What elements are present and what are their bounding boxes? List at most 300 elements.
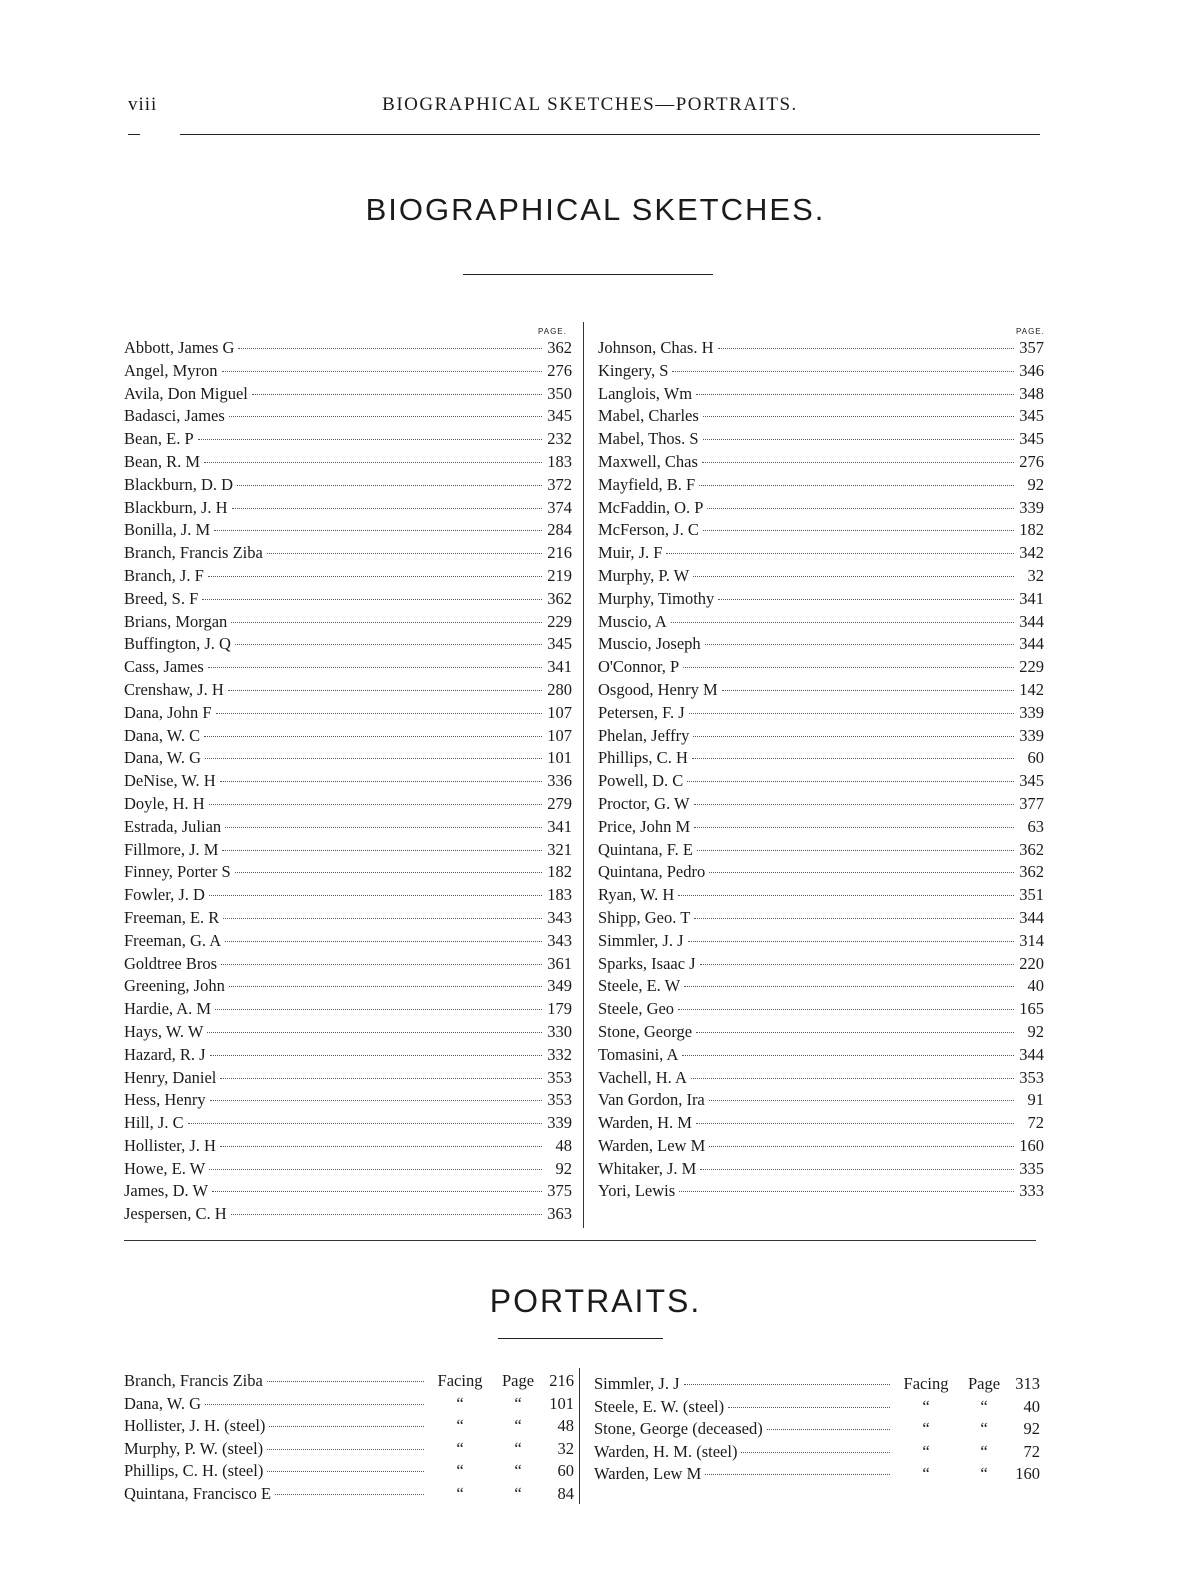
dot-leader — [689, 713, 1014, 714]
page-word-label: “ — [514, 1416, 522, 1436]
dot-leader — [209, 895, 542, 896]
dot-leader — [684, 1384, 890, 1385]
biographical-index-right-column — [598, 338, 1044, 1204]
index-entry — [598, 1136, 1044, 1159]
dot-leader — [696, 1032, 1014, 1033]
portrait-page: 72 — [1023, 1441, 1040, 1461]
index-entry — [598, 680, 1044, 703]
dot-leader — [202, 599, 542, 600]
entry-name: Finney, Porter S — [124, 862, 231, 882]
entry-page: 362 — [1019, 862, 1044, 882]
entry-name: Blackburn, D. D — [124, 474, 234, 494]
entry-page: 40 — [1027, 976, 1044, 996]
entry-name: Mabel, Charles — [598, 406, 699, 426]
entry-page: 183 — [547, 451, 572, 471]
entry-name: Steele, Geo — [598, 999, 675, 1019]
portrait-entry — [124, 1371, 574, 1394]
dot-leader — [269, 1426, 424, 1427]
entry-name: Hays, W. W — [124, 1021, 204, 1041]
page-word-label: “ — [980, 1441, 988, 1461]
portrait-page: 313 — [1015, 1374, 1040, 1393]
index-entry — [124, 612, 572, 635]
entry-page: 353 — [1019, 1067, 1044, 1087]
dot-leader — [682, 1055, 1014, 1056]
biographical-sketches-title: BIOGRAPHICAL SKETCHES. — [365, 192, 826, 227]
dot-leader — [718, 599, 1014, 600]
index-entry — [124, 862, 572, 885]
index-entry — [598, 634, 1044, 657]
dot-leader — [707, 508, 1014, 509]
index-entry — [124, 885, 572, 908]
index-entry — [598, 954, 1044, 977]
entry-page: 321 — [547, 839, 572, 859]
dot-leader — [267, 1381, 424, 1382]
index-entry — [124, 1113, 572, 1136]
page-word-label: “ — [514, 1483, 522, 1503]
entry-page: 362 — [547, 588, 572, 608]
entry-name: James, D. W — [124, 1181, 209, 1201]
entry-name: Muscio, Joseph — [598, 634, 701, 654]
dot-leader — [210, 1100, 542, 1101]
entry-page: 353 — [547, 1067, 572, 1087]
entry-name: Proctor, G. W — [598, 793, 690, 813]
entry-name: Van Gordon, Ira — [598, 1090, 705, 1110]
index-entry — [124, 748, 572, 771]
portrait-page: 84 — [557, 1483, 574, 1503]
index-entry — [124, 1204, 572, 1227]
dot-leader — [699, 485, 1014, 486]
entry-name: O'Connor, P — [598, 657, 680, 677]
dot-leader — [231, 1214, 542, 1215]
dot-leader — [691, 1078, 1014, 1079]
dot-leader — [683, 667, 1014, 668]
entry-name: Avila, Don Miguel — [124, 383, 248, 403]
portrait-page: 92 — [1023, 1419, 1040, 1439]
entry-page: 362 — [547, 338, 572, 357]
dot-leader — [205, 758, 542, 759]
dot-leader — [188, 1123, 542, 1124]
dot-leader — [671, 622, 1014, 623]
dot-leader — [209, 804, 542, 805]
entry-name: Langlois, Wm — [598, 383, 693, 403]
entry-name: Hill, J. C — [124, 1113, 184, 1133]
dot-leader — [208, 667, 542, 668]
portraits-title: PORTRAITS. — [489, 1283, 702, 1319]
portrait-name: Phillips, C. H. (steel) — [124, 1461, 264, 1481]
entry-name: Branch, Francis Ziba — [124, 543, 263, 563]
entry-page: 107 — [547, 702, 572, 722]
entry-page: 345 — [1019, 771, 1044, 791]
entry-page: 342 — [1019, 543, 1044, 563]
entry-name: Dana, W. C — [124, 725, 201, 745]
dot-leader — [209, 1169, 542, 1170]
index-entry — [598, 726, 1044, 749]
facing-label: “ — [456, 1483, 464, 1503]
entry-name: Brians, Morgan — [124, 611, 228, 631]
entry-name: Maxwell, Chas — [598, 451, 698, 471]
index-entry — [598, 612, 1044, 635]
index-entry — [124, 726, 572, 749]
portrait-entry — [594, 1374, 1040, 1397]
index-entry — [124, 384, 572, 407]
entry-page: 350 — [547, 383, 572, 403]
entry-page: 142 — [1019, 679, 1044, 699]
index-entry — [124, 475, 572, 498]
page-column-label-right: PAGE. — [1016, 327, 1045, 336]
dot-leader — [678, 895, 1014, 896]
index-entry — [124, 361, 572, 384]
portrait-entry — [124, 1461, 574, 1484]
entry-page: 160 — [1019, 1135, 1044, 1155]
dot-leader — [220, 1146, 542, 1147]
entry-page: 374 — [547, 497, 572, 517]
page-word-label: “ — [514, 1438, 522, 1458]
dot-leader — [709, 872, 1014, 873]
dot-leader — [222, 850, 542, 851]
dot-leader — [214, 530, 542, 531]
dot-leader — [225, 941, 542, 942]
dot-leader — [231, 622, 542, 623]
dot-leader — [275, 1494, 424, 1495]
entry-page: 182 — [1019, 520, 1044, 540]
index-entry — [598, 885, 1044, 908]
dot-leader — [697, 850, 1014, 851]
entry-name: Dana, John F — [124, 702, 212, 722]
index-entry — [598, 976, 1044, 999]
entry-page: 219 — [547, 565, 572, 585]
index-entry — [124, 840, 572, 863]
dot-leader — [208, 576, 542, 577]
entry-page: 349 — [547, 976, 572, 996]
index-entry — [598, 862, 1044, 885]
biographical-index-left-column — [124, 338, 572, 1227]
dot-leader — [210, 1055, 542, 1056]
portrait-name: Quintana, Francisco E — [124, 1483, 272, 1503]
index-entry — [598, 1045, 1044, 1068]
index-entry — [124, 543, 572, 566]
entry-name: Henry, Daniel — [124, 1067, 217, 1087]
entry-name: Bean, R. M — [124, 451, 201, 471]
entry-name: Doyle, H. H — [124, 793, 205, 813]
entry-page: 32 — [1027, 565, 1044, 585]
index-entry — [124, 931, 572, 954]
entry-page: 346 — [1019, 360, 1044, 380]
header-rule — [128, 134, 1040, 135]
dot-leader — [666, 553, 1014, 554]
dot-leader — [225, 827, 542, 828]
entry-name: Hazard, R. J — [124, 1044, 206, 1064]
portrait-page: 101 — [549, 1393, 574, 1413]
index-entry — [124, 1022, 572, 1045]
entry-page: 344 — [1019, 907, 1044, 927]
dot-leader — [693, 736, 1014, 737]
portrait-page: 216 — [549, 1371, 574, 1390]
entry-name: Petersen, F. J — [598, 702, 685, 722]
dot-leader — [709, 1100, 1014, 1101]
dot-leader — [235, 872, 542, 873]
portrait-page: 40 — [1023, 1396, 1040, 1416]
entry-page: 179 — [547, 999, 572, 1019]
biographical-title-rule — [463, 274, 713, 275]
entry-name: Dana, W. G — [124, 748, 201, 768]
dot-leader — [220, 781, 542, 782]
entry-name: Tomasini, A — [598, 1044, 679, 1064]
portrait-name: Steele, E. W. (steel) — [594, 1396, 725, 1416]
entry-page: 232 — [547, 429, 572, 449]
facing-label: “ — [456, 1461, 464, 1481]
facing-label: “ — [456, 1393, 464, 1413]
dot-leader — [696, 1123, 1014, 1124]
entry-name: Warden, H. M — [598, 1113, 692, 1133]
entry-name: Muscio, A — [598, 611, 667, 631]
entry-page: 48 — [555, 1135, 572, 1155]
entry-name: Goldtree Bros — [124, 953, 218, 973]
entry-name: Vachell, H. A — [598, 1067, 687, 1087]
entry-name: Kingery, S — [598, 360, 669, 380]
entry-page: 276 — [547, 360, 572, 380]
index-entry — [124, 520, 572, 543]
entry-name: Mabel, Thos. S — [598, 429, 699, 449]
entry-page: 229 — [1019, 657, 1044, 677]
dot-leader — [705, 644, 1014, 645]
entry-page: 361 — [547, 953, 572, 973]
entry-name: Hardie, A. M — [124, 999, 212, 1019]
entry-page: 375 — [547, 1181, 572, 1201]
index-entry — [124, 634, 572, 657]
page-column-label-left: PAGE. — [538, 327, 567, 336]
facing-label: “ — [922, 1419, 930, 1439]
portrait-name: Stone, George (deceased) — [594, 1419, 763, 1439]
entry-name: Angel, Myron — [124, 360, 218, 380]
entry-name: Quintana, F. E — [598, 839, 693, 859]
entry-name: Breed, S. F — [124, 588, 199, 608]
portrait-page: 32 — [557, 1438, 574, 1458]
index-entry — [598, 794, 1044, 817]
entry-name: Buffington, J. Q — [124, 634, 231, 654]
dot-leader — [700, 964, 1014, 965]
entry-page: 92 — [555, 1158, 572, 1178]
entry-page: 339 — [547, 1113, 572, 1133]
index-entry — [598, 520, 1044, 543]
entry-page: 335 — [1019, 1158, 1044, 1178]
entry-page: 280 — [547, 679, 572, 699]
dot-leader — [267, 1449, 424, 1450]
index-entry — [598, 931, 1044, 954]
dot-leader — [688, 941, 1014, 942]
entry-page: 107 — [547, 725, 572, 745]
entry-name: Cass, James — [124, 657, 204, 677]
portrait-entry — [594, 1442, 1040, 1465]
entry-page: 341 — [1019, 588, 1044, 608]
entry-name: Steele, E. W — [598, 976, 681, 996]
index-entry — [124, 1159, 572, 1182]
index-entry — [598, 703, 1044, 726]
header-rule-gap — [140, 132, 180, 137]
entry-page: 343 — [547, 907, 572, 927]
dot-leader — [703, 530, 1014, 531]
entry-page: 345 — [547, 406, 572, 426]
portrait-entry — [594, 1419, 1040, 1442]
entry-page: 377 — [1019, 793, 1044, 813]
index-entry — [124, 566, 572, 589]
entry-page: 363 — [547, 1204, 572, 1224]
dot-leader — [237, 485, 542, 486]
section-divider-rule — [124, 1240, 1036, 1241]
page-word-label: “ — [980, 1419, 988, 1439]
entry-name: Shipp, Geo. T — [598, 907, 691, 927]
dot-leader — [229, 416, 542, 417]
index-entry — [124, 498, 572, 521]
index-entry — [124, 338, 572, 361]
entry-name: Blackburn, J. H — [124, 497, 228, 517]
entry-name: McFerson, J. C — [598, 520, 699, 540]
index-entry — [124, 1090, 572, 1113]
entry-name: Powell, D. C — [598, 771, 684, 791]
entry-page: 336 — [547, 771, 572, 791]
portrait-entry — [594, 1397, 1040, 1420]
index-entry — [124, 1181, 572, 1204]
dot-leader — [694, 804, 1014, 805]
index-entry — [598, 840, 1044, 863]
index-entry — [598, 475, 1044, 498]
page-word-label: “ — [514, 1461, 522, 1481]
dot-leader — [228, 690, 542, 691]
index-entry — [598, 1159, 1044, 1182]
index-entry — [124, 771, 572, 794]
portrait-entry — [124, 1416, 574, 1439]
portrait-page: 60 — [557, 1461, 574, 1481]
entry-page: 345 — [1019, 406, 1044, 426]
portrait-name: Hollister, J. H. (steel) — [124, 1416, 266, 1436]
entry-page: 330 — [547, 1021, 572, 1041]
dot-leader — [267, 1471, 424, 1472]
entry-page: 339 — [1019, 497, 1044, 517]
entry-page: 357 — [1019, 338, 1044, 357]
entry-name: Yori, Lewis — [598, 1181, 676, 1201]
entry-page: 339 — [1019, 702, 1044, 722]
index-entry — [598, 429, 1044, 452]
dot-leader — [229, 986, 542, 987]
index-entry — [124, 817, 572, 840]
portrait-entry — [124, 1439, 574, 1462]
entry-name: Phelan, Jeffry — [598, 725, 690, 745]
entry-name: Greening, John — [124, 976, 225, 996]
entry-name: Murphy, Timothy — [598, 588, 715, 608]
index-entry — [598, 452, 1044, 475]
dot-leader — [741, 1452, 890, 1453]
portraits-right-column — [594, 1374, 1040, 1487]
running-title: BIOGRAPHICAL SKETCHES—PORTRAITS. — [382, 94, 798, 115]
index-entry — [124, 680, 572, 703]
dot-leader — [767, 1429, 890, 1430]
entry-name: Stone, George — [598, 1021, 693, 1041]
dot-leader — [687, 781, 1014, 782]
entry-name: Freeman, G. A — [124, 930, 222, 950]
dot-leader — [252, 394, 542, 395]
portrait-name: Murphy, P. W. (steel) — [124, 1438, 264, 1458]
entry-name: Freeman, E. R — [124, 907, 220, 927]
entry-page: 63 — [1027, 816, 1044, 836]
entry-name: DeNise, W. H — [124, 771, 216, 791]
dot-leader — [728, 1407, 890, 1408]
dot-leader — [694, 918, 1014, 919]
facing-label: “ — [456, 1416, 464, 1436]
entry-page: 348 — [1019, 383, 1044, 403]
entry-page: 341 — [547, 657, 572, 677]
entry-name: Murphy, P. W — [598, 565, 690, 585]
index-entry — [598, 498, 1044, 521]
facing-label: “ — [922, 1396, 930, 1416]
portrait-page: 160 — [1015, 1464, 1040, 1484]
entry-name: Bonilla, J. M — [124, 520, 211, 540]
page-word-label: Page — [501, 1371, 535, 1390]
dot-leader — [204, 736, 542, 737]
dot-leader — [700, 1169, 1014, 1170]
entry-name: Ryan, W. H — [598, 885, 675, 905]
entry-page: 92 — [1027, 1021, 1044, 1041]
portrait-entry — [124, 1484, 574, 1507]
entry-page: 362 — [1019, 839, 1044, 859]
dot-leader — [684, 986, 1014, 987]
dot-leader — [207, 1032, 542, 1033]
entry-name: Crenshaw, J. H — [124, 679, 224, 699]
entry-name: Abbott, James G — [124, 338, 235, 357]
entry-page: 345 — [547, 634, 572, 654]
dot-leader — [204, 462, 542, 463]
index-entry — [124, 1045, 572, 1068]
dot-leader — [238, 348, 542, 349]
index-entry — [124, 954, 572, 977]
entry-page: 344 — [1019, 611, 1044, 631]
index-entry — [598, 908, 1044, 931]
index-entry — [598, 1068, 1044, 1091]
dot-leader — [205, 1404, 424, 1405]
entry-page: 276 — [1019, 451, 1044, 471]
index-entry — [598, 771, 1044, 794]
entry-name: Price, John M — [598, 816, 691, 836]
entry-name: McFaddin, O. P — [598, 497, 704, 517]
index-entry — [124, 657, 572, 680]
index-entry — [598, 657, 1044, 680]
index-entry — [124, 1068, 572, 1091]
page-word-label: “ — [980, 1464, 988, 1484]
entry-page: 344 — [1019, 634, 1044, 654]
page-word-label: “ — [980, 1396, 988, 1416]
entry-page: 229 — [547, 611, 572, 631]
index-entry — [598, 748, 1044, 771]
index-entry — [598, 589, 1044, 612]
dot-leader — [198, 439, 542, 440]
entry-page: 60 — [1027, 748, 1044, 768]
dot-leader — [267, 553, 542, 554]
dot-leader — [722, 690, 1014, 691]
index-entry — [598, 543, 1044, 566]
index-entry — [598, 1022, 1044, 1045]
entry-page: 353 — [547, 1090, 572, 1110]
entry-name: Fillmore, J. M — [124, 839, 219, 859]
index-entry — [598, 406, 1044, 429]
index-entry — [598, 817, 1044, 840]
entry-page: 332 — [547, 1044, 572, 1064]
index-entry — [124, 908, 572, 931]
index-entry — [124, 406, 572, 429]
entry-page: 345 — [1019, 429, 1044, 449]
index-entry — [124, 452, 572, 475]
dot-leader — [693, 576, 1014, 577]
entry-page: 341 — [547, 816, 572, 836]
index-entry — [598, 566, 1044, 589]
index-entry — [124, 589, 572, 612]
